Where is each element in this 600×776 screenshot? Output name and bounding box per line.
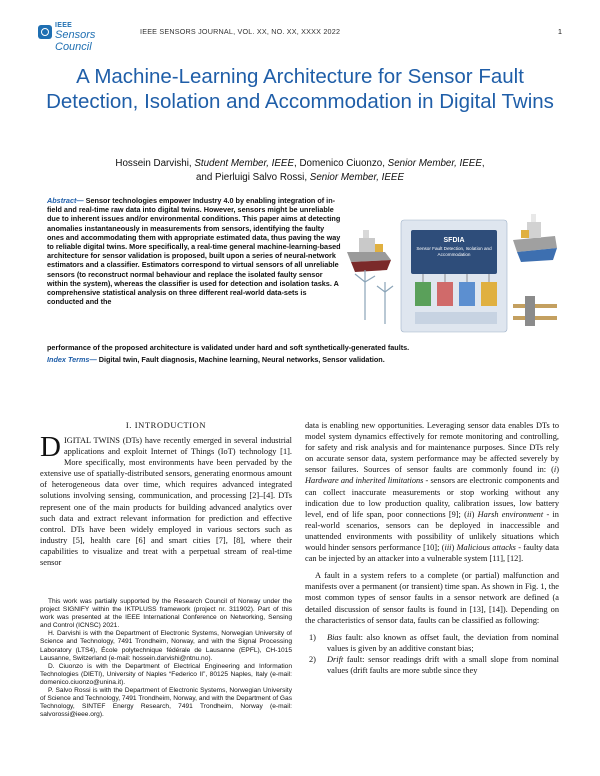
- classifier-block: [437, 282, 453, 306]
- author-role: Senior Member, IEEE: [387, 158, 482, 169]
- sfdia-box-label: SFDIA: [443, 237, 465, 244]
- logo-line1: IEEE: [55, 22, 73, 29]
- ship-left-icon: [347, 230, 391, 272]
- index-terms: [47, 355, 557, 364]
- right-paragraph-1: [305, 420, 559, 564]
- footnote-ciuonzo: D. Ciuonzo is with the Department of Electrical Engineering and Information Technologies (DIETI), University of Naples “Federico II”, 80125 Naples, Italy (e-mail: domenico.ciuonzo@unina.it).: [40, 662, 292, 686]
- text: - faulty data can be injected by an attacker into a vulnerable system [11], [12].: [305, 543, 559, 564]
- abstract: [47, 196, 341, 306]
- fault-text: fault: also known as offset fault, the deviation from nominal values is given by an additive constant bias;: [327, 632, 559, 653]
- list-item: [305, 654, 559, 676]
- author-role: Senior Member, IEEE: [309, 172, 404, 183]
- author-line-2: [40, 171, 560, 185]
- text: data is enabling new opportunities. Leveraging sensor data enables DTs to model system dynamics effectively for remote monitoring and controlling, for safety and risk analysis and for maintenance purposes. Since DTs rely on accurate sensor data, system performance may be affected severely by sensor failures. Sources of sensor faults are commonly found in: (: [305, 421, 559, 475]
- journal-header: IEEE SENSORS JOURNAL, VOL. XX, NO. XX, XXXX 2022: [140, 27, 341, 36]
- accommodation-block: [459, 282, 475, 306]
- ieee-sensors-council-logo-icon: [38, 25, 52, 39]
- fault-text: fault: sensor readings drift with a small slope from nominal values (drift faults are more subtle since they: [327, 654, 559, 675]
- text: ): [451, 543, 457, 553]
- logo-line2: Sensors Council: [55, 29, 96, 53]
- graphical-abstract-figure: [345, 200, 560, 338]
- list-num: 2): [309, 654, 316, 664]
- text: - in real-world scenarios, sensors can be deployed in inaccessible and unattended environments with possibility of unlikely situations which would hinder sensors performance [10]; (: [305, 509, 559, 553]
- abstract-label: Abstract—: [47, 196, 84, 205]
- dropcap: D: [40, 431, 61, 463]
- index-terms-text: Digital twin, Fault diagnosis, Machine learning, Neural networks, Sensor validation.: [96, 355, 385, 364]
- author-ciuonzo: , Domenico Ciuonzo,: [294, 158, 388, 169]
- index-terms-label: Index Terms—: [47, 355, 97, 364]
- text: ): [471, 509, 478, 519]
- author-role: Student Member, IEEE: [194, 158, 294, 169]
- text: i: [553, 465, 557, 475]
- author-line-1: [40, 157, 560, 171]
- sfdia-box-sub: Sensor Fault Detection, Isolation and Accommodation: [416, 246, 492, 257]
- footnotes: [40, 598, 292, 719]
- author-darvishi: Hossein Darvishi,: [115, 158, 195, 169]
- text: Hardware and inherited limitations: [305, 476, 424, 486]
- text: - sensors are electronic components and can collect inaccurate measurements or stop working without any indication due to low production quality, calibration issues, low battery level, end of life span, poor connections [9]; (: [305, 476, 559, 519]
- footnote-darvishi: H. Darvishi is with the Department of Electronic Systems, Norwegian University of Science and Technology, 7491 Trondheim, Norway, and with the Signal Processing Laboratory (LTS4), École polytechnique fédérale de Lausanne (EPFL), CH-1015 Lausanne, Switzerland (e-mail: hossein.darvishi@ntnu.no).: [40, 630, 292, 662]
- paper-title: A Machine-Learning Architecture for Sensor Fault Detection, Isolation and Accommodation in Digital Twins: [46, 65, 554, 113]
- list-item: [305, 632, 559, 654]
- intro-p1-text: IGITAL TWINS (DTs) have recently emerged in several industrial applications and exploit Internet of Things (IoT) technology [1]. More specifically, most environments have been pervaded by the extensive use of spatially-distributed sensors, generating enormous amount of heterogeneous data over time, which requires advanced integrated solutions involving sensing, communication, and processing [2]–[4]. DTs represent one of the main products for building advanced analytics over such data and extract relevant information for prediction and effective control. DTs have been widely employed in various sectors such as industry [5], health care [6] and smart cities [7], [8], where their capabilities to visualize and treat with a perpetual stream of real-time sensor: [40, 436, 292, 568]
- wind-turbine-icon: [355, 270, 393, 324]
- text: Malicious attacks: [456, 543, 516, 553]
- right-column: [305, 420, 559, 676]
- left-column: [40, 431, 292, 568]
- pipeline-icon: [513, 296, 557, 326]
- estimator-block: [415, 282, 431, 306]
- text: ): [556, 465, 559, 475]
- sfdia-box-sub-wrap: [415, 246, 493, 272]
- section-heading-introduction: I. INTRODUCTION: [125, 420, 207, 430]
- text: iii: [444, 543, 452, 553]
- fault-name: Bias: [327, 632, 342, 642]
- footnote-funding: This work was partially supported by the Research Council of Norway under the project SIGNIFY within the IKTPLUSS framework (project nr. 311902). Part of this work was presented at the IEEE International Conference on Networking, Sensing and Control (ICNSC) 2021.: [40, 598, 292, 630]
- footnote-salvo-rossi: P. Salvo Rossi is with the Department of Electronic Systems, Norwegian University of Science and Technology, 7491 Trondheim, Norway, and with the Department of Gas Technology, SINTEF Energy Research, 7491 Trondheim, Norway (e-mail: salvorossi@ieee.org).: [40, 687, 292, 719]
- author-salvo-rossi: and Pierluigi Salvo Rossi,: [195, 172, 310, 183]
- author-sep: ,: [481, 158, 485, 169]
- text: ii: [466, 509, 472, 519]
- page-number: 1: [557, 27, 562, 36]
- intro-paragraph-1: [40, 431, 292, 568]
- right-paragraph-2: A fault in a system refers to a complete (or partial) malfunction and manifests over a permanent (or transient) time span. As shown in Fig. 1, the most common types of sensor faults in a sensor network are defined (a detailed discussion of sensor faults is found in [13], [14]). Depending on the characteristics of sensor data, faults can be classified as following:: [305, 571, 559, 625]
- data-bar: [415, 312, 497, 324]
- list-num: 1): [309, 632, 316, 642]
- author-list: [40, 157, 560, 185]
- fault-name: Drift: [327, 654, 344, 664]
- abstract-text: Sensor technologies empower Industry 4.0 by enabling integration of in-field and real-time raw data into digital twins. However, sensors might be unreliable due to inherent issues and/or environmental conditions. This paper aims at detecting anomalies instantaneously in measurements from sensors, identifying the faulty ones and accommodating them with appropriate estimated data, thus paving the way to reliable digital twins. More specifically, a real-time general machine-learning-based architecture for sensor validation is proposed, built upon a series of neural-network estimators and a classifier. Estimators correspond to virtual sensors of all unreliable sensors (to reconstruct normal behaviour and replace the isolated faulty sensor within the system), whereas the classifier is used for detection and isolation tasks. A comprehensive statistical analysis on three different real-world data-sets is conducted and the: [47, 196, 341, 307]
- output-block: [481, 282, 497, 306]
- ieee-sensors-council-logo: [38, 22, 133, 53]
- abstract-tail: performance of the proposed architecture is validated under hard and soft synthetically-generated faults.: [47, 343, 410, 352]
- ship-right-icon: [513, 214, 557, 262]
- text: Harsh environment: [477, 509, 544, 519]
- fault-list: [305, 632, 559, 676]
